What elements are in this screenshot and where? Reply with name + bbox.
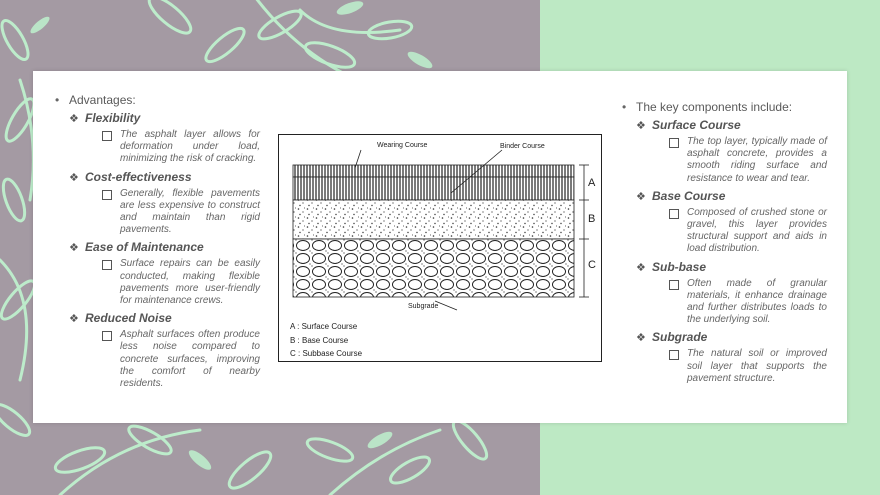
empty-square-icon (102, 260, 112, 270)
legend-line-c: C : Subbase Course (290, 349, 363, 358)
binder-course-label: Binder Course (500, 143, 545, 150)
empty-square-icon (669, 350, 679, 360)
component-item-subgrade (636, 330, 827, 385)
four-diamond-icon: ❖ (69, 113, 79, 125)
component-description: Often made of granular materials, it enhance drainage and further distributes loads to the underlying soil. (687, 277, 827, 326)
legend-line-b: B : Base Course (290, 336, 349, 345)
advantages-heading: • Advantages: (55, 93, 136, 107)
component-title: Base Course (652, 188, 726, 203)
advantage-description: Asphalt surfaces often produce less noise compared to concrete surfaces, improving the comfort of nearby residents. (120, 329, 260, 390)
four-diamond-icon: ❖ (69, 171, 79, 184)
advantages-section (55, 93, 260, 390)
advantage-title: Reduced Noise (85, 311, 172, 326)
layer-letter-a: A (588, 177, 596, 189)
wearing-course-label: Wearing Course (377, 142, 428, 149)
four-diamond-icon: ❖ (69, 242, 79, 255)
empty-square-icon (102, 131, 112, 141)
advantage-item-cost (69, 170, 260, 237)
empty-square-icon (669, 209, 679, 219)
component-description: The natural soil or improved soil layer that supports the pavement structure. (687, 348, 827, 384)
advantage-item-maintenance (69, 240, 260, 307)
advantage-title: Cost-effectiveness (85, 169, 192, 184)
empty-square-icon (102, 190, 112, 200)
component-description: Composed of crushed stone or gravel, this layer provides structural support and aids in load distribution. (687, 206, 827, 255)
four-diamond-icon: ❖ (636, 261, 646, 274)
subgrade-label: Subgrade (408, 303, 439, 310)
pavement-cross-section-figure (278, 134, 602, 362)
empty-square-icon (102, 331, 112, 341)
advantage-description: The asphalt layer allows for deformation under load, minimizing the risk of cracking. (120, 129, 260, 165)
key-components-section (622, 100, 827, 385)
advantage-description: Surface repairs can be easily conducted, making flexible pavements more user-friendly for maintenance crews. (120, 258, 260, 307)
four-diamond-icon: ❖ (636, 190, 646, 203)
component-item-surface-course (636, 118, 827, 185)
component-title: Sub-base (652, 259, 707, 274)
empty-square-icon (669, 280, 679, 290)
four-diamond-icon: ❖ (69, 313, 79, 326)
layer-letter-b: B (588, 213, 596, 225)
four-diamond-icon: ❖ (636, 332, 646, 345)
bullet-dot-icon: • (55, 93, 60, 107)
bullet-dot-icon: • (622, 100, 627, 114)
component-item-base-course (636, 189, 827, 256)
key-components-heading: • The key components include: (622, 100, 793, 114)
component-title: Surface Course (652, 118, 741, 132)
advantage-item-noise (69, 311, 260, 390)
component-title: Subgrade (652, 330, 708, 345)
advantage-item-flexibility (69, 111, 260, 166)
legend-line-a: A : Surface Course (290, 322, 358, 331)
layer-letter-c: C (588, 259, 596, 271)
component-description: The top layer, typically made of asphalt concrete, provides a smooth riding surface and resistance to wear and tear. (687, 136, 827, 184)
advantage-title: Ease of Maintenance (85, 240, 204, 255)
four-diamond-icon: ❖ (636, 120, 646, 132)
component-item-sub-base (636, 260, 827, 327)
empty-square-icon (669, 138, 679, 148)
advantage-title: Flexibility (85, 111, 141, 125)
advantage-description: Generally, flexible pavements are less expensive to construct and maintain than rigid pavements. (120, 187, 260, 236)
